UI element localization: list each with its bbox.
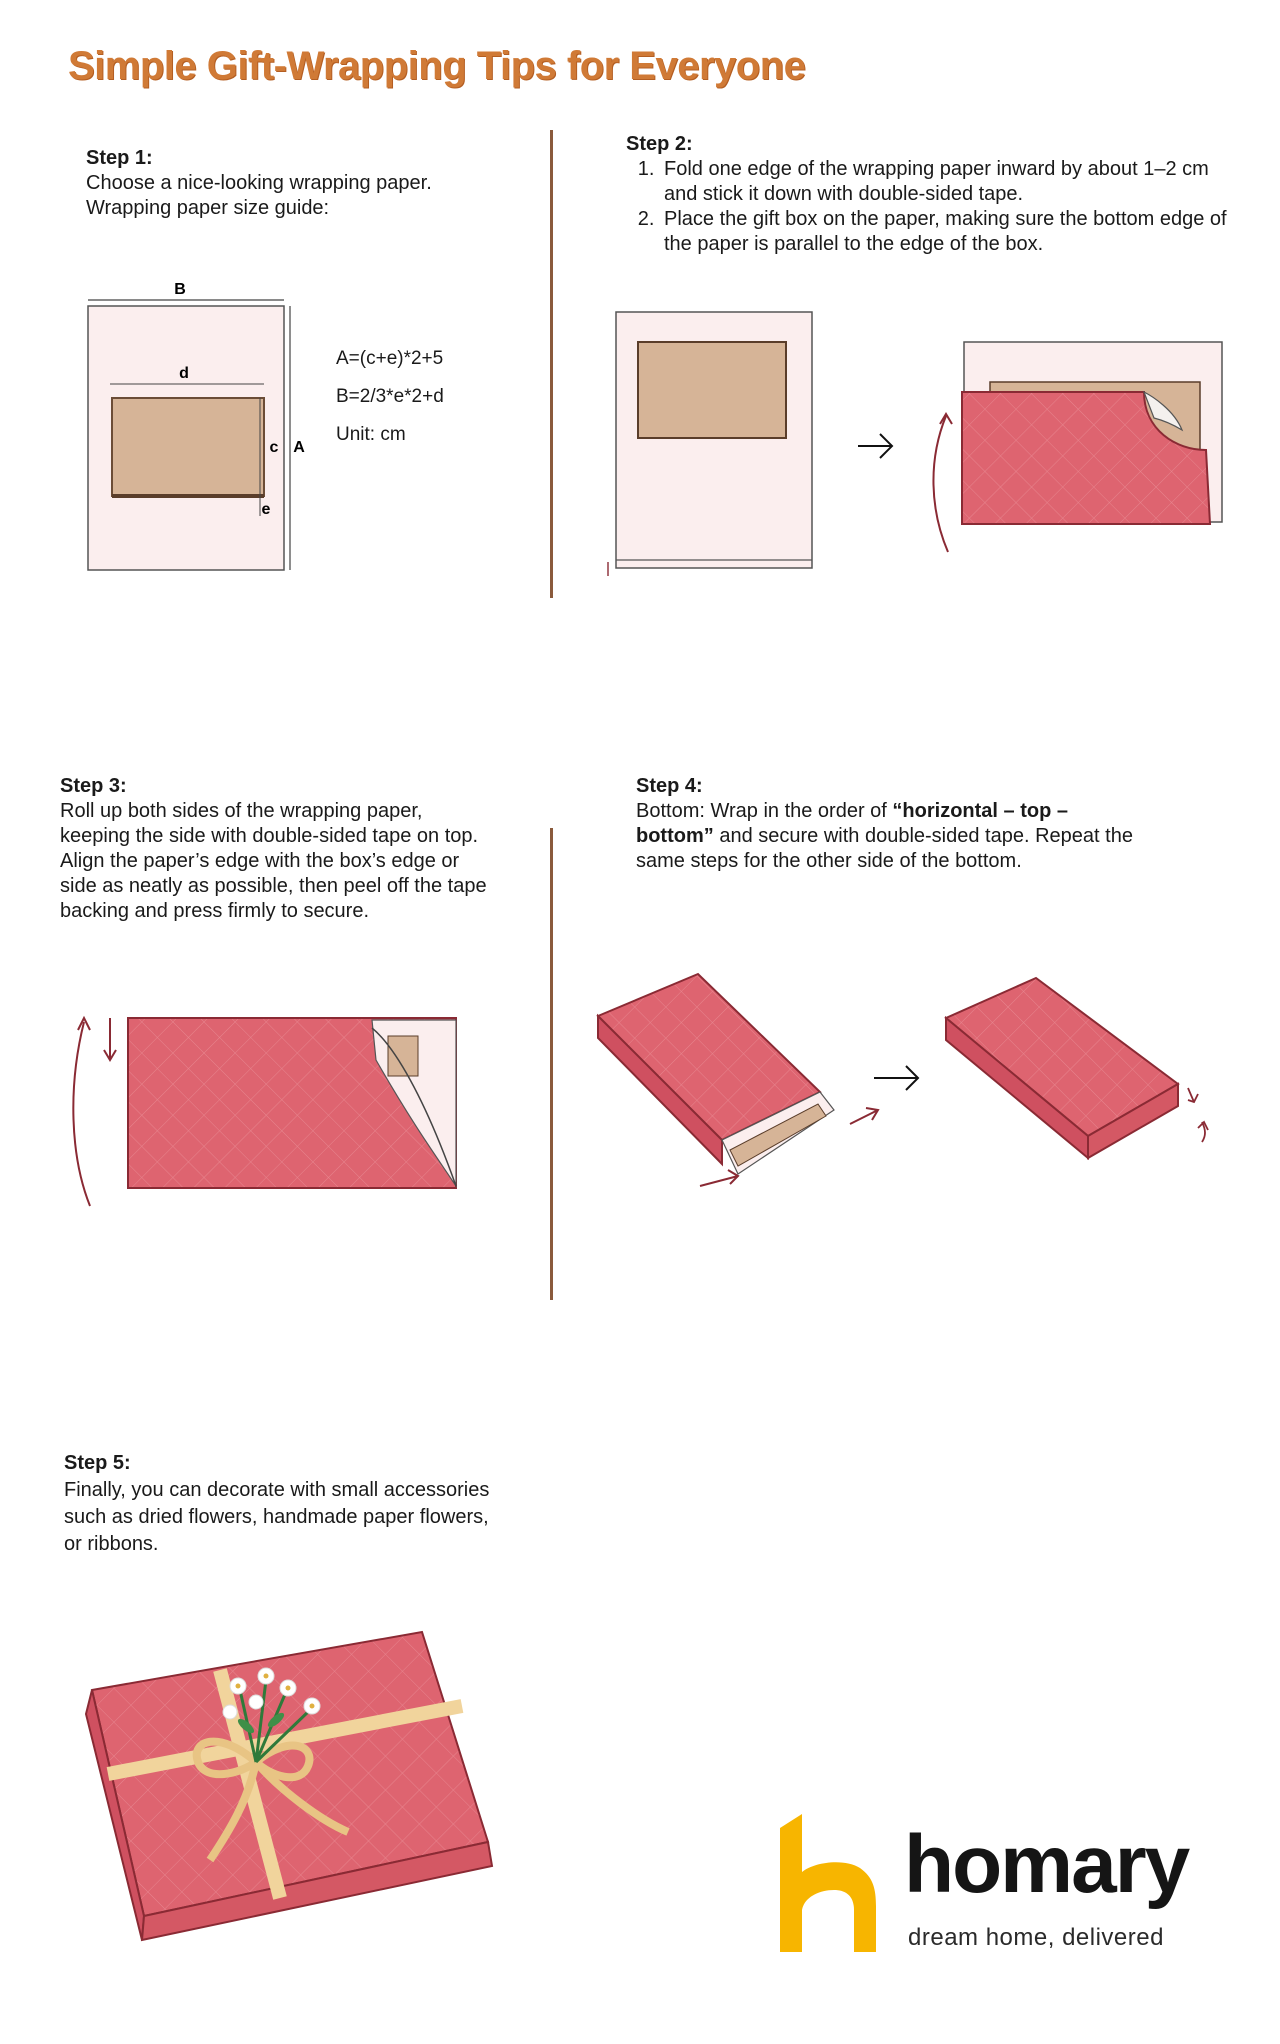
step-3-heading: Step 3: [60, 775, 127, 797]
paper-size-diagram [80, 280, 320, 580]
formula-b: B=2/3*e*2+d [336, 386, 444, 407]
step-2-item-1: 1. Fold one edge of the wrapping paper inward by about 1–2 cm and stick it down with double-sided tape. [660, 157, 1236, 207]
step-2-illustration [596, 300, 1236, 600]
brand-name: homary [904, 1819, 1189, 1910]
label-c: c [269, 439, 279, 456]
step-4-text-bold: “horizontal – top – bottom” [636, 800, 1068, 847]
label-e: e [261, 501, 271, 518]
step-5-text [64, 1450, 489, 1558]
step-5-line-2: such as dried flowers, handmade paper flowers, [64, 1506, 489, 1528]
step-4-text-before: Bottom: Wrap in the order of [636, 800, 893, 822]
step-3-line-2: keeping the side with double-sided tape on top. [60, 825, 479, 847]
step-3-line-3: Align the paper’s edge with the box’s edge or [60, 850, 460, 872]
divider-middle [550, 828, 553, 1300]
label-b: B [174, 281, 186, 298]
size-formulas [336, 340, 444, 454]
label-d: d [179, 365, 189, 382]
brand-tagline: dream home, delivered [908, 1924, 1164, 1951]
formula-a: A=(c+e)*2+5 [336, 348, 444, 369]
step-4-text-after: and secure with double-sided tape. Repeat the same steps for the other side of the bottom. [636, 825, 1133, 872]
divider-top [550, 130, 553, 598]
step-2-item-2: 2. Place the gift box on the paper, making sure the bottom edge of the paper is parallel to the edge of the box. [660, 207, 1236, 257]
step-3-line-4: side as neatly as possible, then peel off the tape [60, 875, 487, 897]
step-3-illustration [64, 1006, 474, 1216]
step-4-arrow [874, 1066, 918, 1090]
homary-logo-mark [774, 1810, 884, 1960]
step-4-illustration [588, 960, 1238, 1220]
step-1-heading: Step 1: [86, 147, 153, 169]
step-3-line-1: Roll up both sides of the wrapping paper, [60, 800, 423, 822]
page-title: Simple Gift-Wrapping Tips for Everyone [68, 44, 806, 88]
step-3-text [60, 774, 487, 924]
step-2-arrow [858, 434, 892, 458]
decorated-gift-illustration [80, 1620, 500, 1960]
step-4-body [636, 799, 1136, 874]
step-1-line-2: Wrapping paper size guide: [86, 197, 330, 219]
step-4-heading: Step 4: [636, 775, 703, 797]
unit-label: Unit: cm [336, 424, 406, 445]
label-a: A [293, 439, 305, 456]
step-4-text [636, 774, 1136, 874]
step-5-line-1: Finally, you can decorate with small accessories [64, 1479, 490, 1501]
step-2-heading: Step 2: [626, 133, 693, 155]
step-1-line-1: Choose a nice-looking wrapping paper. [86, 172, 432, 194]
step-2-text [626, 132, 1236, 257]
step-3-line-5: backing and press firmly to secure. [60, 900, 370, 922]
step-5-heading: Step 5: [64, 1452, 131, 1474]
brand-logo [774, 1810, 1214, 1970]
step-1-text [86, 146, 432, 221]
step-5-line-3: or ribbons. [64, 1533, 159, 1555]
